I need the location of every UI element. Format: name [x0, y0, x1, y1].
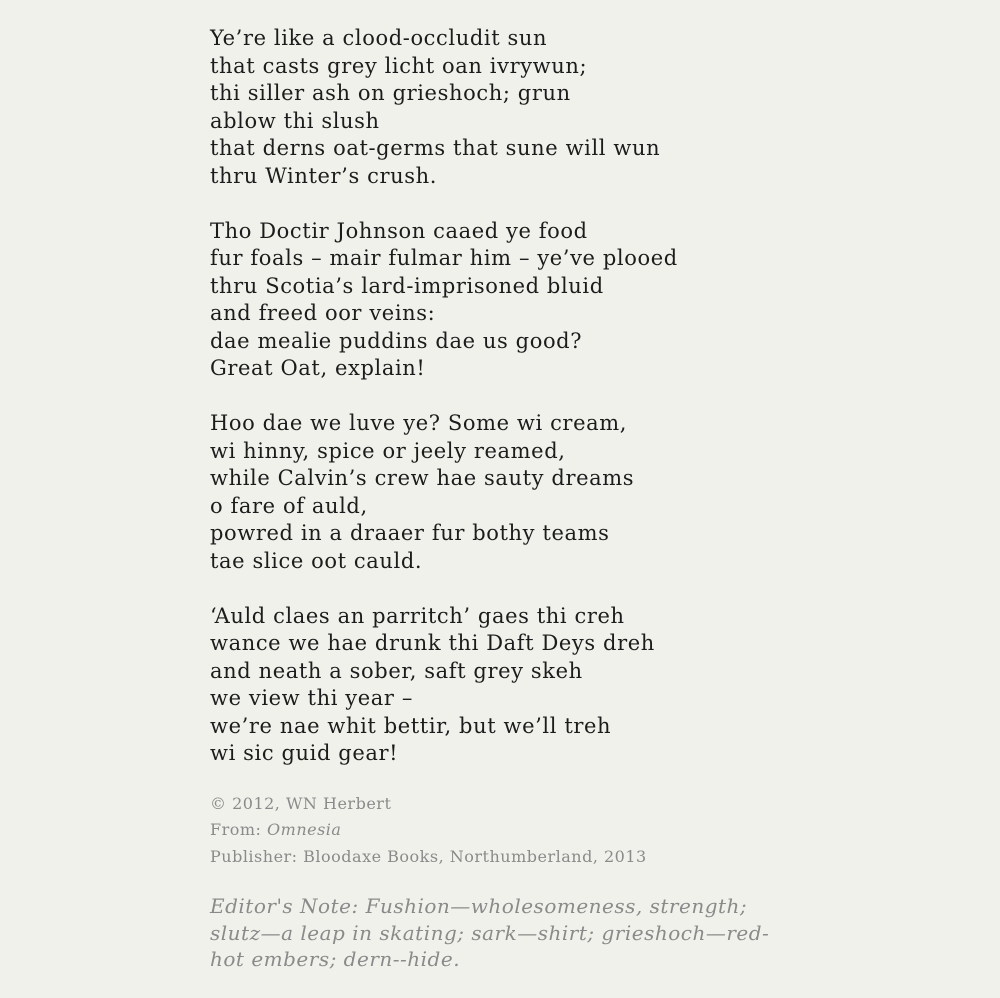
- source-line: [210, 817, 930, 844]
- stanza-3: [210, 410, 930, 575]
- book-title: Omnesia: [267, 820, 342, 839]
- editor-note: Editor's Note: Fushion—wholesomeness, strength; slutz—a leap in skating; sark—shirt; grieshoch—red-hot embers; dern--hide.: [210, 894, 770, 971]
- poem-line: fur foals – mair fulmar him – ye’ve plooed: [210, 246, 678, 270]
- stanza-2: [210, 218, 930, 383]
- poem-line: wi hinny, spice or jeely reamed,: [210, 438, 566, 463]
- poem-line: Ye’re like a clood-occludit sun: [210, 26, 548, 50]
- poem-line: tae slice oot cauld.: [210, 548, 423, 573]
- poem-line: and freed oor veins:: [210, 301, 436, 325]
- poem-line: powred in a draaer fur bothy teams: [210, 521, 610, 545]
- poem-line: we view thi year –: [210, 686, 413, 710]
- poem-line: dae mealie puddins dae us good?: [210, 328, 583, 353]
- poem-line: wi sic guid gear!: [210, 741, 399, 765]
- poem-line: thru Winter’s crush.: [210, 163, 437, 188]
- poem-line: ablow thi slush: [210, 108, 380, 133]
- poem-line: wance we hae drunk thi Daft Deys dreh: [210, 631, 655, 655]
- poem-line: we’re nae whit bettir, but we’ll treh: [210, 713, 612, 738]
- poem-line: while Calvin’s crew hae sauty dreams: [210, 466, 635, 490]
- poem-line: that casts grey licht oan ivrywun;: [210, 53, 588, 78]
- poem-line: thi siller ash on grieshoch; grun: [210, 81, 571, 105]
- poem-page: [210, 25, 930, 973]
- poem-line: ‘Auld claes an parritch’ gaes thi creh: [210, 603, 625, 628]
- stanza-4: [210, 603, 930, 768]
- from-label: From:: [210, 820, 268, 839]
- copyright-line: © 2012, WN Herbert: [210, 793, 392, 813]
- poem-line: Hoo dae we luve ye? Some wi cream,: [210, 411, 628, 435]
- poem-line: Great Oat, explain!: [210, 356, 426, 380]
- credits-block: [210, 791, 930, 871]
- poem-line: o fare of auld,: [210, 493, 368, 518]
- poem-body: [210, 25, 930, 768]
- poem-line: Tho Doctir Johnson caaed ye food: [210, 218, 588, 243]
- poem-line: thru Scotia’s lard-imprisoned bluid: [210, 273, 604, 298]
- publisher-line: Publisher: Bloodaxe Books, Northumberland, 2013: [210, 846, 647, 866]
- poem-line: and neath a sober, saft grey skeh: [210, 658, 583, 683]
- stanza-1: [210, 25, 930, 190]
- poem-line: that derns oat-germs that sune will wun: [210, 136, 661, 160]
